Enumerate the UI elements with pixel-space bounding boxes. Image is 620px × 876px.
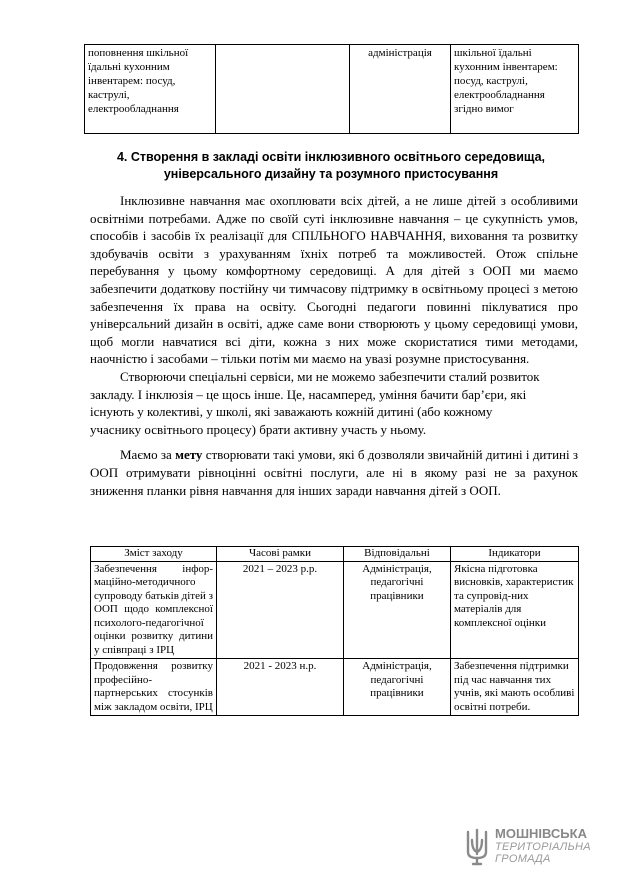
top-table: [84, 44, 579, 134]
section-heading: 4. Створення в закладі освіти інклюзивного освітнього середовища, універсального дизайну та розумного пристосування: [116, 150, 546, 181]
plan-table: [90, 546, 579, 716]
cell-responsible: Адміністрація, педагогічні працівники: [344, 561, 451, 659]
table-row: [85, 45, 579, 134]
goal-keyword: мету: [175, 447, 203, 463]
cell-indicators: Забезпечення підтримки під час навчання тих учнів, які мають особливі освітні потреби.: [451, 659, 579, 716]
paragraph-goal: [90, 446, 578, 499]
body-text: [90, 192, 578, 499]
cell-responsible: Адміністрація, педагогічні працівники: [344, 659, 451, 716]
paragraph-inclusive-education: Інклюзивне навчання має охоплювати всіх дітей, а не лише дітей з особливими освітніми потребами. Адже по своїй суті інклюзивне навчання – це сукупність умов, способів і засобів їх реалізації для СПІЛЬНОГО НАВЧАННЯ, виховання та розвитку здобувачів освіти з урахуванням їхніх потреб та можливостей. Отож спільне перебування у цьому комфортному середовищі. А для дітей з ООП ми маємо забезпечити додаткову постійну чи тимчасову підтримку в освітньому процесі з метою забезпечення їх права на освіту. Сьогодні педагоги повинні піклуватися про універсальний дизайн в освіті, адже саме вони створюють у цьому середовищі умови, щоб могли навчатися всі діти, кожна з них може скористатися тими методами, наочністю і засобами – тільки потім ми маємо на увазі розумне пристосування.: [90, 193, 578, 367]
header-content: Зміст заходу: [91, 547, 217, 562]
logo-title: МОШНІВСЬКА: [495, 826, 587, 841]
table-cell: поповнення шкільної їдальні кухонним інвентарем: посуд, каструлі, електрообладнання: [85, 45, 216, 134]
table-row: [91, 659, 579, 716]
table-cell: шкільної їдальні кухонним інвентарем: посуд, каструлі, електрообладнання згідно вимог: [451, 45, 579, 134]
goal-text-start: Маємо за: [120, 447, 176, 463]
table-cell: [216, 45, 350, 134]
table-header-row: [91, 547, 579, 562]
cell-timeframe: 2021 – 2023 р.р.: [217, 561, 344, 659]
table-cell: адміністрація: [350, 45, 451, 134]
header-indicators: Індикатори: [451, 547, 579, 562]
paragraph-special-services: Створюючи спеціальні сервіси, ми не можемо забезпечити сталий розвиток закладу. І інклюзія – це щось інше. Це, насамперед, уміння бачити бар’єри, які існують у колективі, у школі, які заважають кожній дитині (або кожному учаснику освітнього процесу) брати активну участь у ньому.: [90, 368, 540, 437]
table-row: [91, 561, 579, 659]
header-responsible: Відповідальні: [344, 547, 451, 562]
cell-content: Продовження розвитку професійно-партнерських стосунків між закладом освіти, ІРЦ: [91, 659, 217, 716]
trident-icon: [464, 826, 490, 866]
logo-subtitle: ТЕРИТОРІАЛЬНА ГРОМАДА: [495, 841, 591, 865]
cell-indicators: Якісна підготовка висновків, характеристик та супровід-них матеріалів для комплексної оцінки: [451, 561, 579, 659]
cell-content: Забезпечення інфор-маційно-методичного супроводу батьків дітей з ООП щодо комплексної психолого-педагогічної оцінки розвитку дитини у співпраці з ІРЦ: [91, 561, 217, 659]
cell-timeframe: 2021 - 2023 н.р.: [217, 659, 344, 716]
community-logo: [464, 826, 604, 868]
header-timeframe: Часові рамки: [217, 547, 344, 562]
goal-text-end: створювати такі умови, які б дозволяли звичайній дитині і дитині з ООП отримувати рівноцінні освітні послуги, але ні в якому разі не за рахунок зниження планки рівня навчання для інших заради навчання дітей з ООП.: [90, 447, 578, 498]
